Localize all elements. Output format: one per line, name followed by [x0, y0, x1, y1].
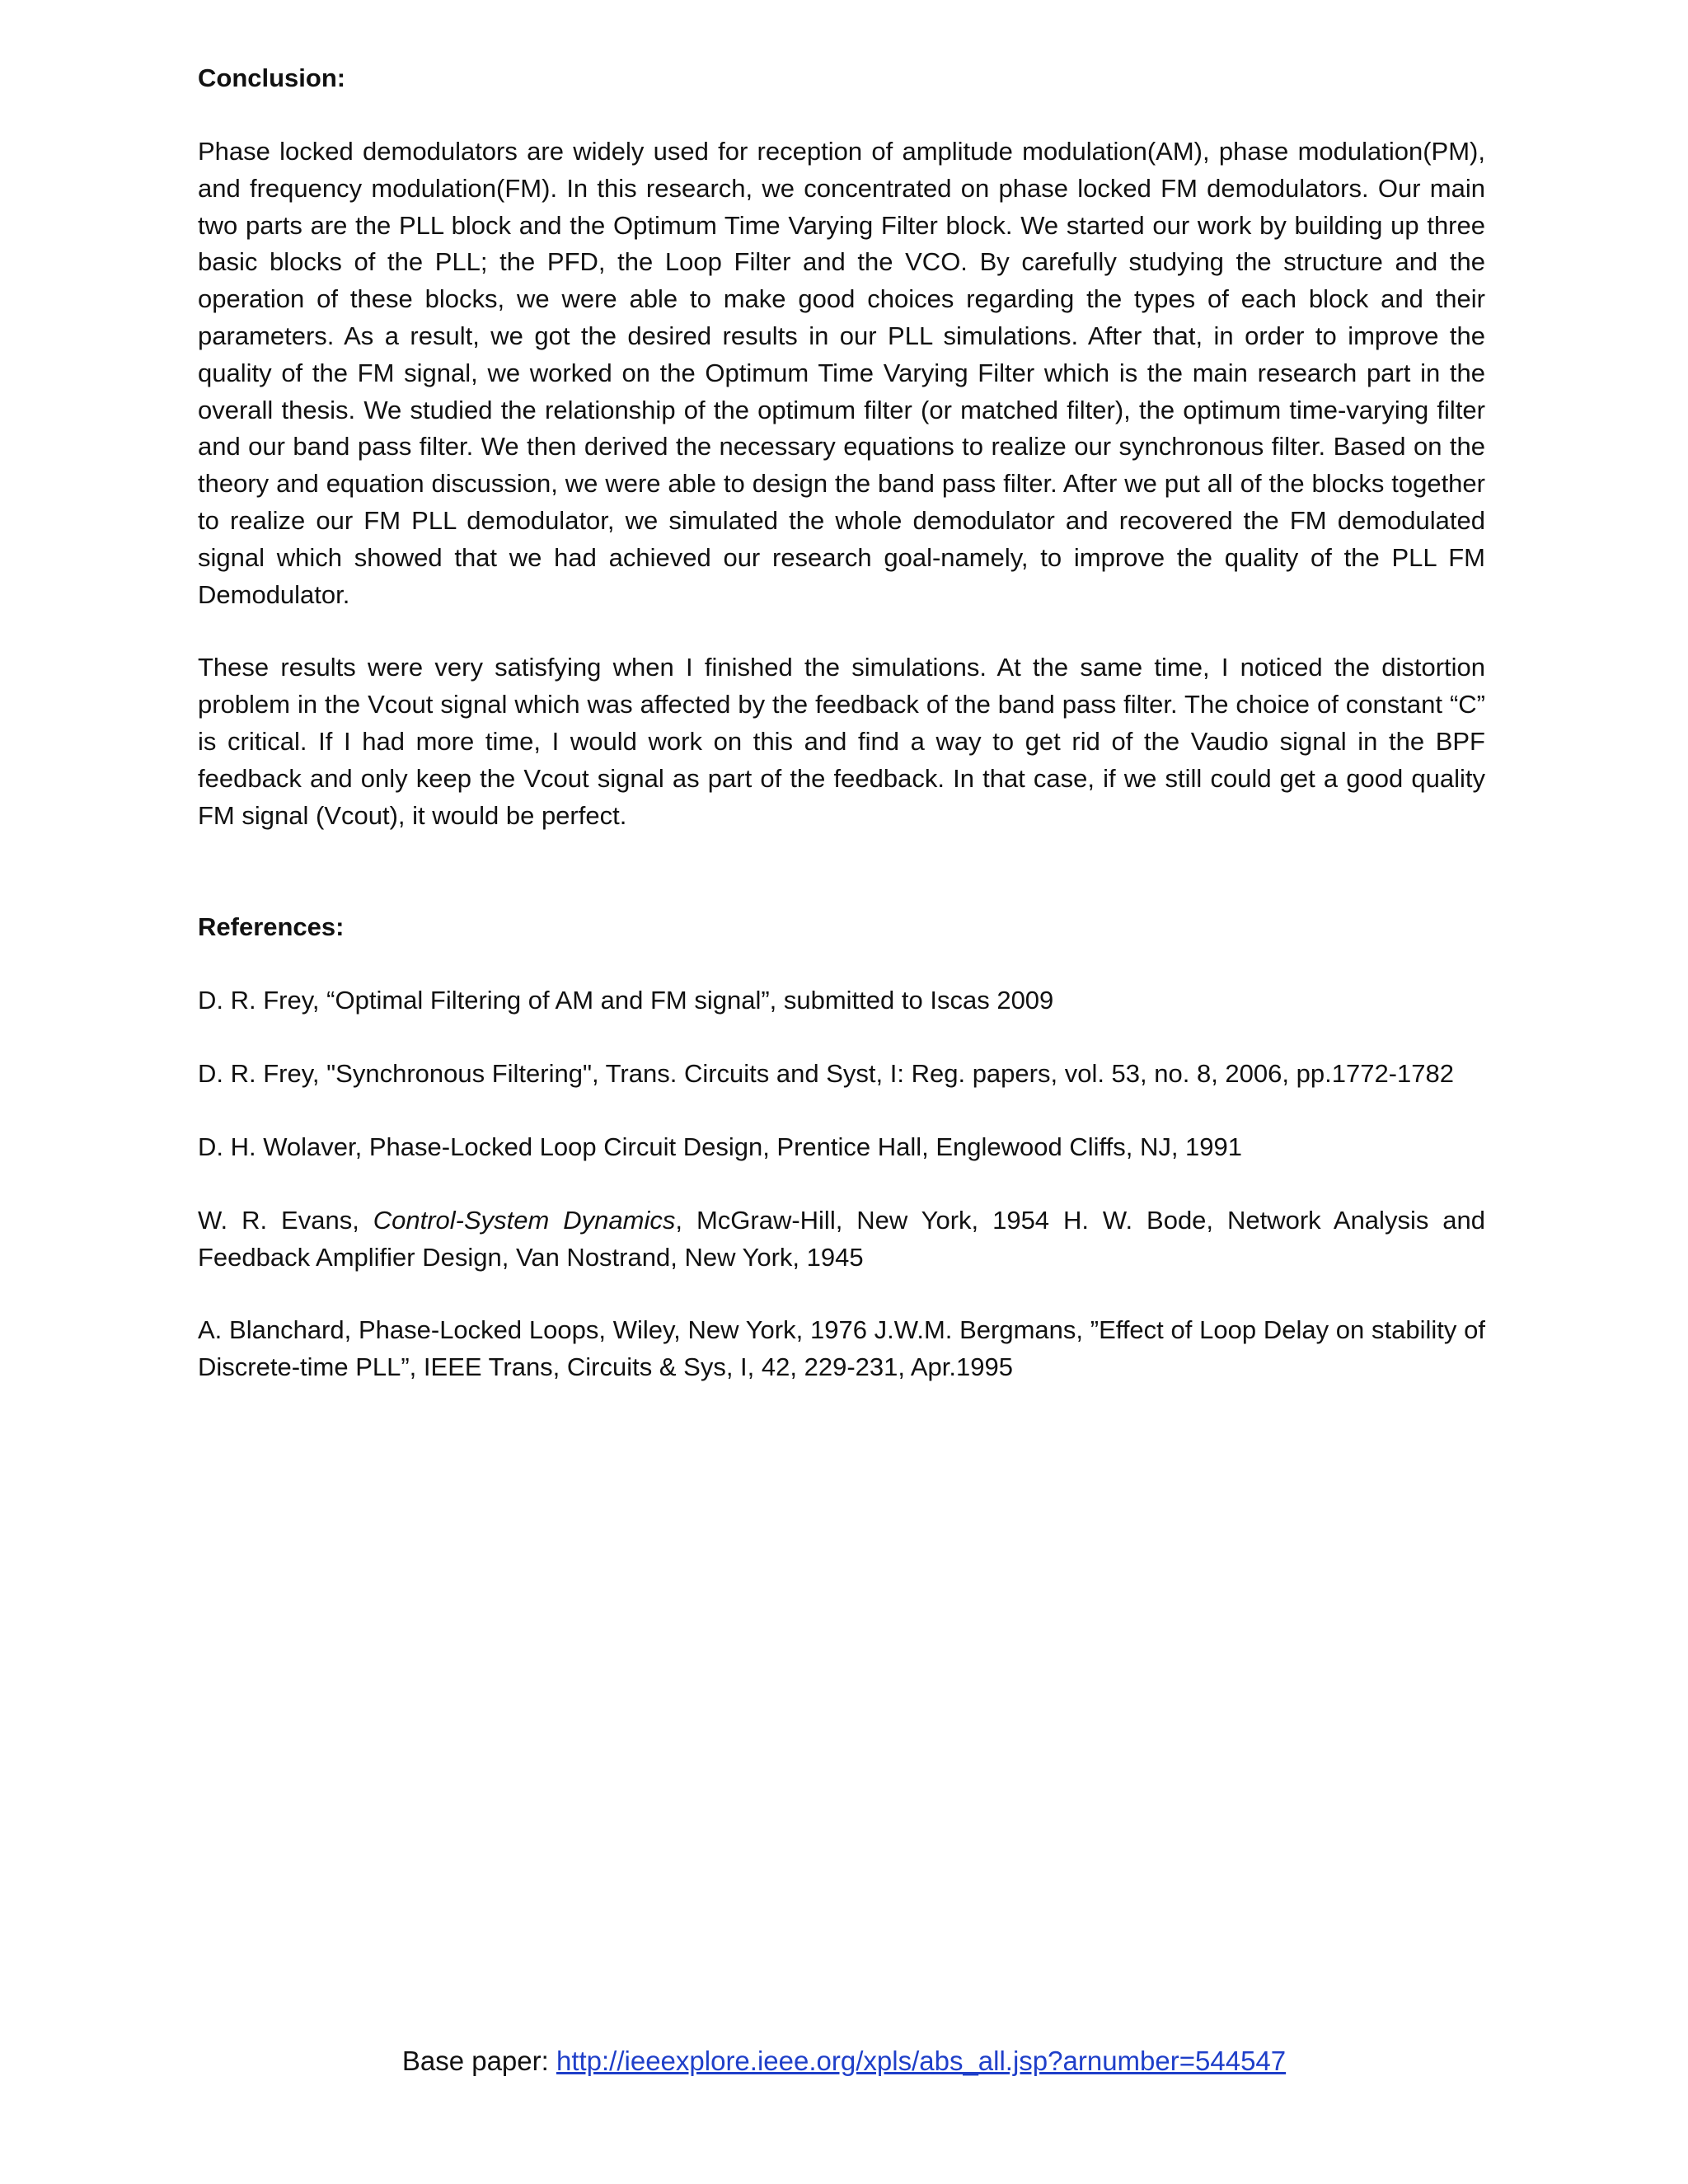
reference-item-4 [198, 1202, 1485, 1277]
conclusion-paragraph-2: These results were very satisfying when I finished the simulations. At the same time, I noticed the distortion problem in the Vcout signal which was affected by the feedback of the band pass filter. The choice of constant “C” is critical. If I had more time, I would work on this and find a way to get rid of the Vaudio signal in the BPF feedback and only keep the Vcout signal as part of the feedback. In that case, if we still could get a good quality FM signal (Vcout), it would be perfect. [198, 653, 1485, 830]
reference-item-5: A. Blanchard, Phase-Locked Loops, Wiley, New York, 1976 J.W.M. Bergmans, ”Effect of Loop Delay on stability of Discrete-time PLL”, IEEE Trans, Circuits & Sys, I, 42, 229-231, Apr.1995 [198, 1315, 1485, 1382]
reference-item-1: D. R. Frey, “Optimal Filtering of AM and FM signal”, submitted to Iscas 2009 [198, 986, 1054, 1015]
base-paper-label: Base paper: [401, 2046, 556, 2076]
base-paper-footer [0, 2042, 1688, 2080]
conclusion-heading: Conclusion: [198, 63, 346, 92]
reference-4-rest: , McGraw-Hill, New York, 1954 H. W. Bode, Network Analysis and Feedback Amplifier Design, Van Nostrand, New York, 1945 [198, 1205, 1485, 1272]
reference-item-2: D. R. Frey, "Synchronous Filtering", Trans. Circuits and Syst, I: Reg. papers, vol. 53, no. 8, 2006, pp.1772-1782 [198, 1059, 1454, 1089]
references-heading: References: [198, 912, 345, 942]
document-page [198, 59, 1485, 1422]
base-paper-link[interactable]: http://ieeexplore.ieee.org/xpls/abs_all.jsp?arnumber=544547 [556, 2046, 1287, 2076]
reference-4-title: Control-System Dynamics [373, 1205, 676, 1235]
conclusion-paragraph-1: Phase locked demodulators are widely used for reception of amplitude modulation(AM), phase modulation(PM), and frequency modulation(FM). In this research, we concentrated on phase locked FM demodulators. Our main two parts are the PLL block and the Optimum Time Varying Filter block. We started our work by building up three basic blocks of the PLL; the PFD, the Loop Filter and the VCO. By carefully studying the structure and the operation of these blocks, we were able to make good choices regarding the types of each block and their parameters. As a result, we got the desired results in our PLL simulations. After that, in order to improve the quality of the FM signal, we worked on the Optimum Time Varying Filter which is the main research part in the overall thesis. We studied the relationship of the optimum filter (or matched filter), the optimum time-varying filter and our band pass filter. We then derived the necessary equations to realize our synchronous filter. Based on the theory and equation discussion, we were able to design the band pass filter. After we put all of the blocks together to realize our FM PLL demodulator, we simulated the whole demodulator and recovered the FM demodulated signal which showed that we had achieved our research goal-namely, to improve the quality of the PLL FM Demodulator. [198, 137, 1485, 609]
reference-item-3: D. H. Wolaver, Phase-Locked Loop Circuit Design, Prentice Hall, Englewood Cliffs, NJ, 1991 [198, 1132, 1243, 1161]
references-list [198, 982, 1485, 1386]
reference-4-authors: W. R. Evans, [198, 1205, 373, 1235]
